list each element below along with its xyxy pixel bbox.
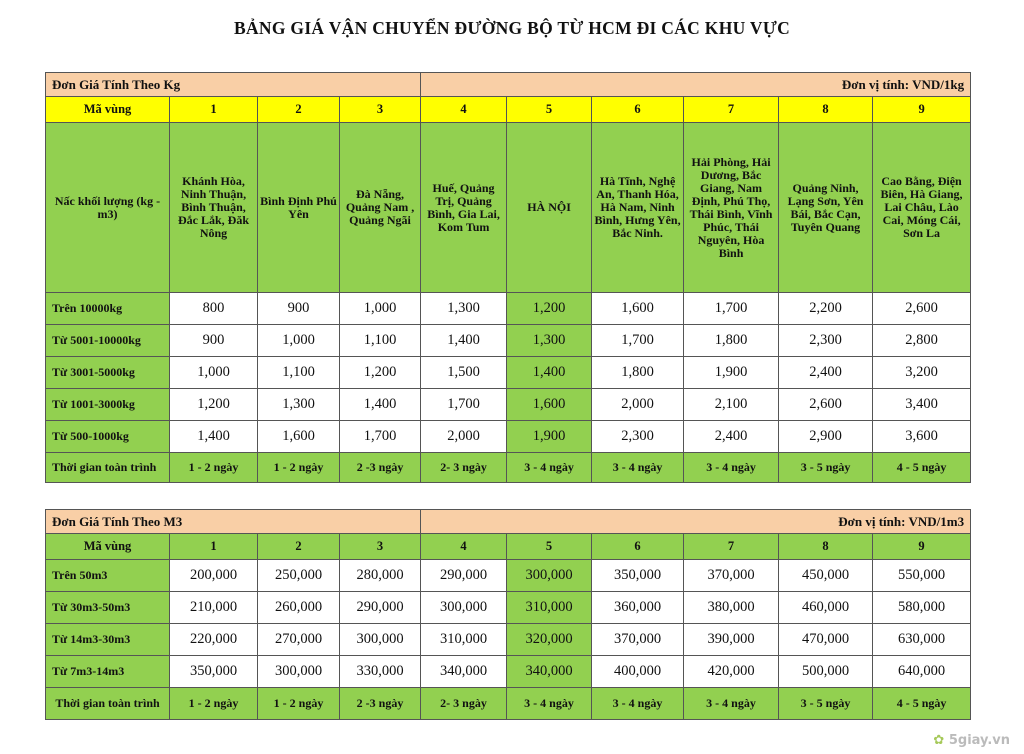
transit-time-row [46,453,971,483]
m3-table-title: Đơn Giá Tính Theo M3 [46,510,421,534]
price-cell: 290,000 [421,560,507,592]
table-row [46,357,971,389]
zone-code: 5 [507,534,592,560]
zone-code: 8 [779,97,873,123]
price-cell: 1,800 [684,325,779,357]
price-cell: 310,000 [507,592,592,624]
price-cell: 1,100 [340,325,421,357]
price-cell: 1,900 [507,421,592,453]
price-cell: 1,200 [340,357,421,389]
price-cell: 1,300 [507,325,592,357]
price-cell: 1,900 [684,357,779,389]
zone-code: 2 [258,97,340,123]
price-cell: 1,000 [170,357,258,389]
price-cell: 330,000 [340,656,421,688]
transit-time-cell: 3 - 4 ngày [507,453,592,483]
kg-price-table [45,72,971,483]
price-cell: 630,000 [873,624,971,656]
price-cell: 3,600 [873,421,971,453]
transit-time-cell: 3 - 4 ngày [684,688,779,720]
kg-table-title: Đơn Giá Tính Theo Kg [46,73,421,97]
price-cell: 2,600 [873,293,971,325]
kg-regions-row [46,123,971,293]
transit-time-cell: 4 - 5 ngày [873,688,971,720]
price-cell: 420,000 [684,656,779,688]
price-cell: 900 [170,325,258,357]
watermark-leaf-icon: ✿ [933,733,945,748]
zone-code: 6 [592,97,684,123]
transit-time-cell: 2 -3 ngày [340,688,421,720]
watermark-text: 5giay.vn [948,733,1010,748]
table-row [46,293,971,325]
transit-time-cell: 1 - 2 ngày [258,453,340,483]
zone-code: 4 [421,534,507,560]
region-cell: Quảng Ninh, Lạng Sơn, Yên Bái, Bắc Cạn, Tuyên Quang [779,123,873,293]
price-cell: 550,000 [873,560,971,592]
price-cell: 3,200 [873,357,971,389]
price-cell: 640,000 [873,656,971,688]
price-cell: 220,000 [170,624,258,656]
transit-time-cell: 3 - 5 ngày [779,453,873,483]
price-cell: 1,600 [592,293,684,325]
zone-label: Mã vùng [46,534,170,560]
transit-time-cell: 3 - 4 ngày [507,688,592,720]
transit-time-cell: 1 - 2 ngày [170,688,258,720]
page-title: BẢNG GIÁ VẬN CHUYỂN ĐƯỜNG BỘ TỪ HCM ĐI CÁC KHU VỰC [233,18,791,38]
zone-code: 3 [340,97,421,123]
price-cell: 300,000 [340,624,421,656]
row-label: Từ 1001-3000kg [46,389,170,421]
transit-time-cell: 3 - 5 ngày [779,688,873,720]
transit-time-cell: 2- 3 ngày [421,453,507,483]
price-cell: 2,800 [873,325,971,357]
transit-time-cell: 2- 3 ngày [421,688,507,720]
price-cell: 1,400 [421,325,507,357]
price-cell: 340,000 [507,656,592,688]
price-cell: 1,700 [421,389,507,421]
zone-code: 5 [507,97,592,123]
row-label: Từ 14m3-30m3 [46,624,170,656]
row-label: Từ 5001-10000kg [46,325,170,357]
price-cell: 2,200 [779,293,873,325]
price-cell: 300,000 [507,560,592,592]
transit-time-label: Thời gian toàn trình [46,688,170,720]
zone-code: 8 [779,534,873,560]
price-cell: 470,000 [779,624,873,656]
row-label: Từ 7m3-14m3 [46,656,170,688]
price-cell: 2,600 [779,389,873,421]
region-cell: Bình Định Phú Yên [258,123,340,293]
region-cell: HÀ NỘI [507,123,592,293]
price-cell: 280,000 [340,560,421,592]
row-label: Trên 10000kg [46,293,170,325]
price-cell: 1,700 [340,421,421,453]
price-cell: 340,000 [421,656,507,688]
price-cell: 290,000 [340,592,421,624]
price-cell: 2,400 [684,421,779,453]
kg-zone-row [46,97,971,123]
price-cell: 500,000 [779,656,873,688]
price-cell: 260,000 [258,592,340,624]
price-cell: 2,300 [592,421,684,453]
price-cell: 270,000 [258,624,340,656]
watermark [933,733,1010,748]
price-cell: 2,400 [779,357,873,389]
price-cell: 350,000 [170,656,258,688]
zone-code: 9 [873,534,971,560]
price-cell: 460,000 [779,592,873,624]
m3-price-table [45,509,971,720]
price-cell: 800 [170,293,258,325]
price-cell: 1,100 [258,357,340,389]
price-cell: 1,700 [684,293,779,325]
price-cell: 1,000 [258,325,340,357]
table-row [46,560,971,592]
region-cell: Hà Tĩnh, Nghệ An, Thanh Hóa, Hà Nam, Ninh Bình, Hưng Yên, Bắc Ninh. [592,123,684,293]
price-cell: 580,000 [873,592,971,624]
table-row [46,656,971,688]
transit-time-cell: 3 - 4 ngày [684,453,779,483]
row-label: Từ 500-1000kg [46,421,170,453]
price-cell: 3,400 [873,389,971,421]
price-cell: 370,000 [684,560,779,592]
zone-label: Mã vùng [46,97,170,123]
price-cell: 250,000 [258,560,340,592]
price-cell: 390,000 [684,624,779,656]
weight-tier-label: Nấc khối lượng (kg - m3) [46,123,170,293]
transit-time-cell: 3 - 4 ngày [592,453,684,483]
transit-time-label: Thời gian toàn trình [46,453,170,483]
price-cell: 310,000 [421,624,507,656]
zone-code: 2 [258,534,340,560]
price-cell: 450,000 [779,560,873,592]
price-cell: 1,800 [592,357,684,389]
price-cell: 1,400 [507,357,592,389]
price-cell: 400,000 [592,656,684,688]
zone-code: 7 [684,534,779,560]
transit-time-cell: 2 -3 ngày [340,453,421,483]
price-cell: 210,000 [170,592,258,624]
price-cell: 200,000 [170,560,258,592]
row-label: Từ 30m3-50m3 [46,592,170,624]
transit-time-cell: 1 - 2 ngày [170,453,258,483]
kg-table-unit: Đơn vị tính: VND/1kg [421,73,971,97]
row-label: Từ 3001-5000kg [46,357,170,389]
price-cell: 1,200 [507,293,592,325]
price-cell: 350,000 [592,560,684,592]
zone-code: 4 [421,97,507,123]
price-cell: 300,000 [421,592,507,624]
region-cell: Huế, Quảng Trị, Quảng Bình, Gia Lai, Kom Tum [421,123,507,293]
m3-table-unit: Đơn vị tính: VND/1m3 [421,510,971,534]
region-cell: Cao Bằng, Điện Biên, Hà Giang, Lai Châu, Lào Cai, Móng Cái, Sơn La [873,123,971,293]
price-cell: 1,300 [258,389,340,421]
transit-time-row [46,688,971,720]
price-cell: 360,000 [592,592,684,624]
price-cell: 1,600 [507,389,592,421]
zone-code: 9 [873,97,971,123]
transit-time-cell: 4 - 5 ngày [873,453,971,483]
zone-code: 3 [340,534,421,560]
transit-time-cell: 1 - 2 ngày [258,688,340,720]
price-cell: 900 [258,293,340,325]
price-cell: 2,900 [779,421,873,453]
price-cell: 2,000 [421,421,507,453]
table-row [46,421,971,453]
price-cell: 2,000 [592,389,684,421]
zone-code: 7 [684,97,779,123]
price-cell: 1,000 [340,293,421,325]
price-cell: 320,000 [507,624,592,656]
price-cell: 1,500 [421,357,507,389]
zone-code: 6 [592,534,684,560]
price-cell: 1,700 [592,325,684,357]
price-cell: 1,400 [170,421,258,453]
m3-zone-row [46,534,971,560]
price-cell: 300,000 [258,656,340,688]
region-cell: Khánh Hòa, Ninh Thuận, Bình Thuận, Đắc Lắk, Đăk Nông [170,123,258,293]
transit-time-cell: 3 - 4 ngày [592,688,684,720]
region-cell: Đà Nẵng, Quảng Nam , Quảng Ngãi [340,123,421,293]
table-row [46,389,971,421]
m3-table-header [46,510,971,534]
zone-code: 1 [170,97,258,123]
table-row [46,624,971,656]
price-cell: 1,600 [258,421,340,453]
kg-table-header [46,73,971,97]
price-cell: 380,000 [684,592,779,624]
price-cell: 370,000 [592,624,684,656]
row-label: Trên 50m3 [46,560,170,592]
table-row [46,325,971,357]
price-cell: 1,200 [170,389,258,421]
region-cell: Hải Phòng, Hải Dương, Bắc Giang, Nam Định, Phú Thọ, Thái Bình, Vĩnh Phúc, Thái Nguyên, Hòa Bình [684,123,779,293]
price-cell: 1,300 [421,293,507,325]
price-cell: 2,300 [779,325,873,357]
price-cell: 2,100 [684,389,779,421]
zone-code: 1 [170,534,258,560]
price-cell: 1,400 [340,389,421,421]
table-row [46,592,971,624]
